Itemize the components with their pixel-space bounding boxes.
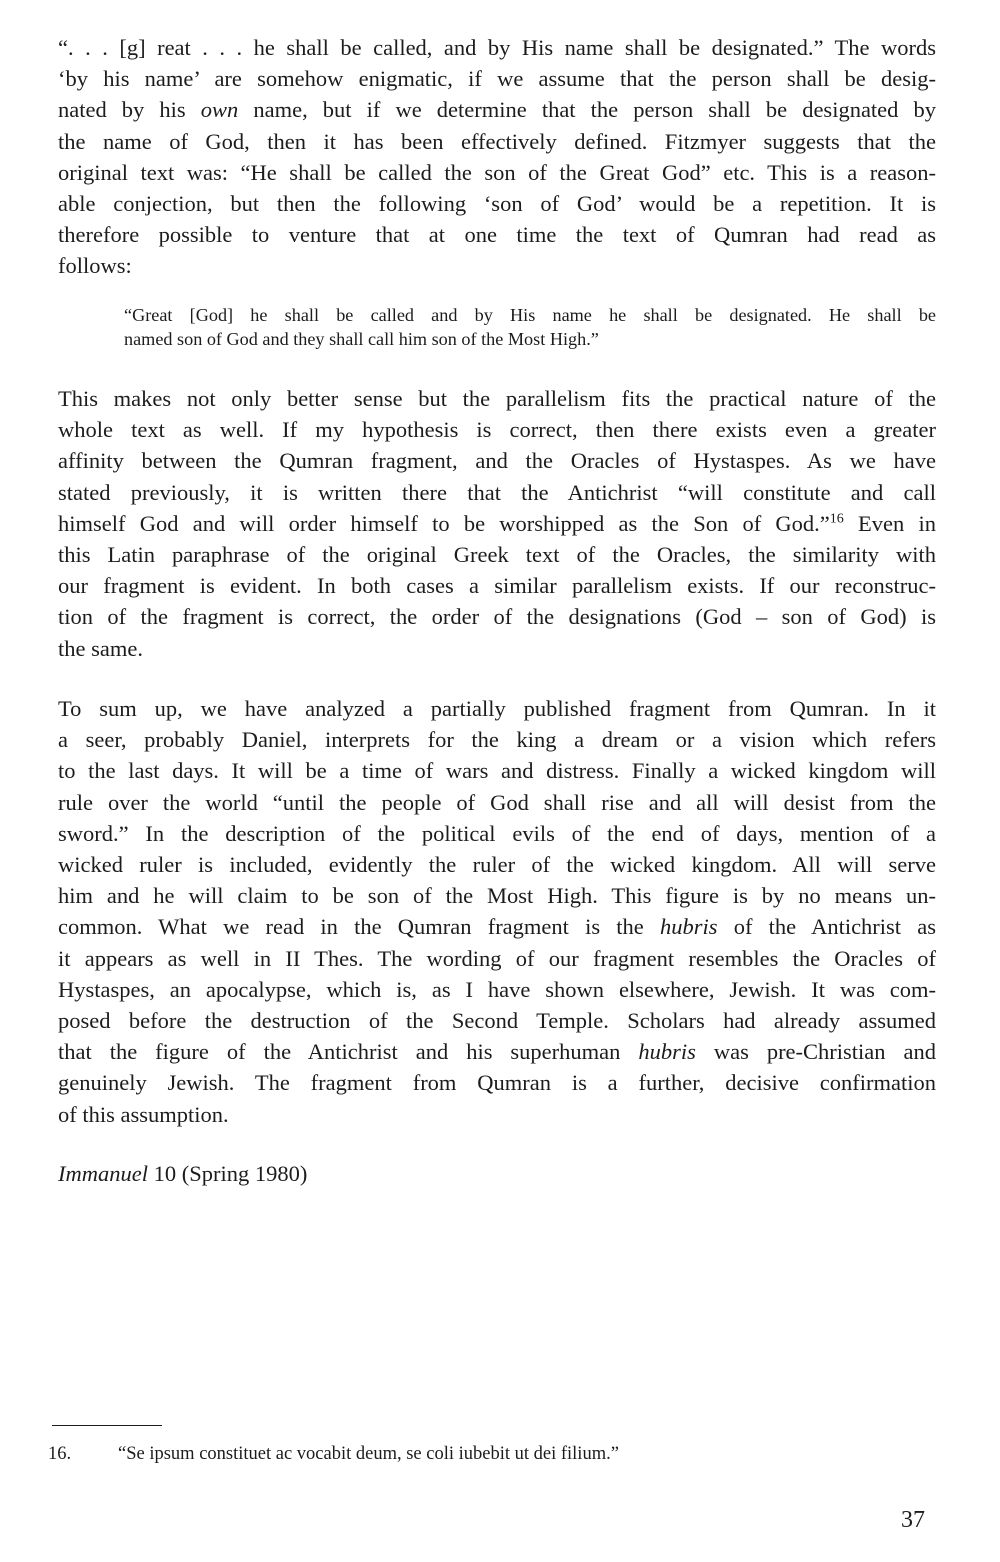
text-run: Even in: [843, 510, 936, 536]
footnote-text: “Se ipsum constituet ac vocabit deum, se coli iubebit ut dei filium.”: [118, 1444, 619, 1464]
text-line: posed before the destruction of the Second Temple. Scholars had already assumed: [58, 1008, 936, 1034]
text-line: wicked ruler is included, evidently the ruler of the wicked kingdom. All will serve: [58, 852, 936, 878]
paragraph-3: [58, 693, 936, 1130]
footnote: [48, 1442, 619, 1466]
paragraph-1: [58, 32, 936, 282]
text-line: a seer, probably Daniel, interprets for the king a dream or a vision which refers: [58, 727, 936, 753]
text-run: himself God and will order himself to be worshipped as the Son of God.”: [58, 510, 830, 536]
text-line: “. . . [g] reat . . . he shall be called, and by His name shall be designated.” The words: [58, 35, 936, 60]
issue-info: 10 (Spring 1980): [147, 1161, 308, 1186]
text-line: whole text as well. If my hypothesis is correct, then there exists even a greater: [58, 417, 936, 443]
text-line: this Latin paraphrase of the original Greek text of the Oracles, the similarity with: [58, 542, 936, 568]
text-line: To sum up, we have analyzed a partially published fragment from Qumran. In it: [58, 696, 936, 721]
text-line: [58, 94, 936, 125]
journal-title: Immanuel: [58, 1161, 148, 1186]
text-line: Hystaspes, an apocalypse, which is, as I have shown elsewhere, Jewish. It was com-: [58, 976, 936, 1002]
page-number: 37: [901, 1507, 925, 1533]
text-line: follows:: [58, 253, 132, 279]
paragraph-2: [58, 383, 936, 664]
text-line: sword.” In the description of the political evils of the end of days, mention of a: [58, 820, 936, 846]
text-line: our fragment is evident. In both cases a similar parallelism exists. If our reconstruc-: [58, 573, 936, 599]
text-line: ‘by his name’ are somehow enigmatic, if we assume that the person shall be desig-: [58, 66, 936, 92]
text-run: common. What we read in the Qumran fragment is the: [58, 914, 660, 940]
text-line: [58, 1036, 936, 1067]
text-line: original text was: “He shall be called the son of the Great God” etc. This is a reason-: [58, 159, 936, 185]
text-line: This makes not only better sense but the parallelism fits the practical nature of the: [58, 386, 936, 411]
footnote-number: 16.: [48, 1444, 72, 1464]
footnote-divider: [52, 1425, 162, 1426]
text-line: rule over the world “until the people of God shall rise and all will desist from the: [58, 789, 936, 815]
text-line: the same.: [58, 635, 143, 661]
text-run: name, but if we determine that the person shall be designated by: [238, 97, 937, 123]
text-line: the name of God, then it has been effectively defined. Fitzmyer suggests that the: [58, 128, 936, 154]
text-line: him and he will claim to be son of the Most High. This figure is by no means un-: [58, 883, 936, 909]
italic-term: own: [200, 97, 239, 123]
text-line: stated previously, it is written there that the Antichrist “will constitute and call: [58, 479, 936, 505]
italic-term: hubris: [659, 914, 718, 940]
footnote-reference: 16: [829, 511, 844, 527]
text-run: of the Antichrist as: [717, 914, 936, 940]
text-line: therefore possible to venture that at one time the text of Qumran had read as: [58, 222, 936, 248]
text-line: to the last days. It will be a time of wars and distress. Finally a wicked kingdom will: [58, 758, 936, 784]
text-line: “Great [God] he shall be called and by His name he shall be designated. He shall be: [124, 305, 936, 325]
text-line: affinity between the Qumran fragment, and the Oracles of Hystaspes. As we have: [58, 448, 936, 474]
italic-term: hubris: [638, 1039, 696, 1065]
text-run: was pre-Christian and: [695, 1039, 936, 1065]
text-line: genuinely Jewish. The fragment from Qumran is a further, decisive confirmation: [58, 1070, 936, 1096]
text-run: nated by his: [58, 97, 201, 123]
text-line: [58, 508, 936, 539]
source-citation: [58, 1158, 307, 1189]
block-quote: [124, 303, 936, 351]
text-line: able conjection, but then the following ‘son of God’ would be a repetition. It is: [58, 191, 936, 217]
text-line: it appears as well in II Thes. The wording of our fragment resembles the Oracles of: [58, 945, 936, 971]
text-run: that the figure of the Antichrist and his superhuman: [58, 1039, 639, 1065]
text-line: tion of the fragment is correct, the order of the designations (God – son of God) is: [58, 604, 936, 630]
text-line: named son of God and they shall call him son of the Most High.”: [124, 329, 599, 349]
text-line: of this assumption.: [58, 1101, 229, 1127]
text-line: [58, 911, 936, 942]
